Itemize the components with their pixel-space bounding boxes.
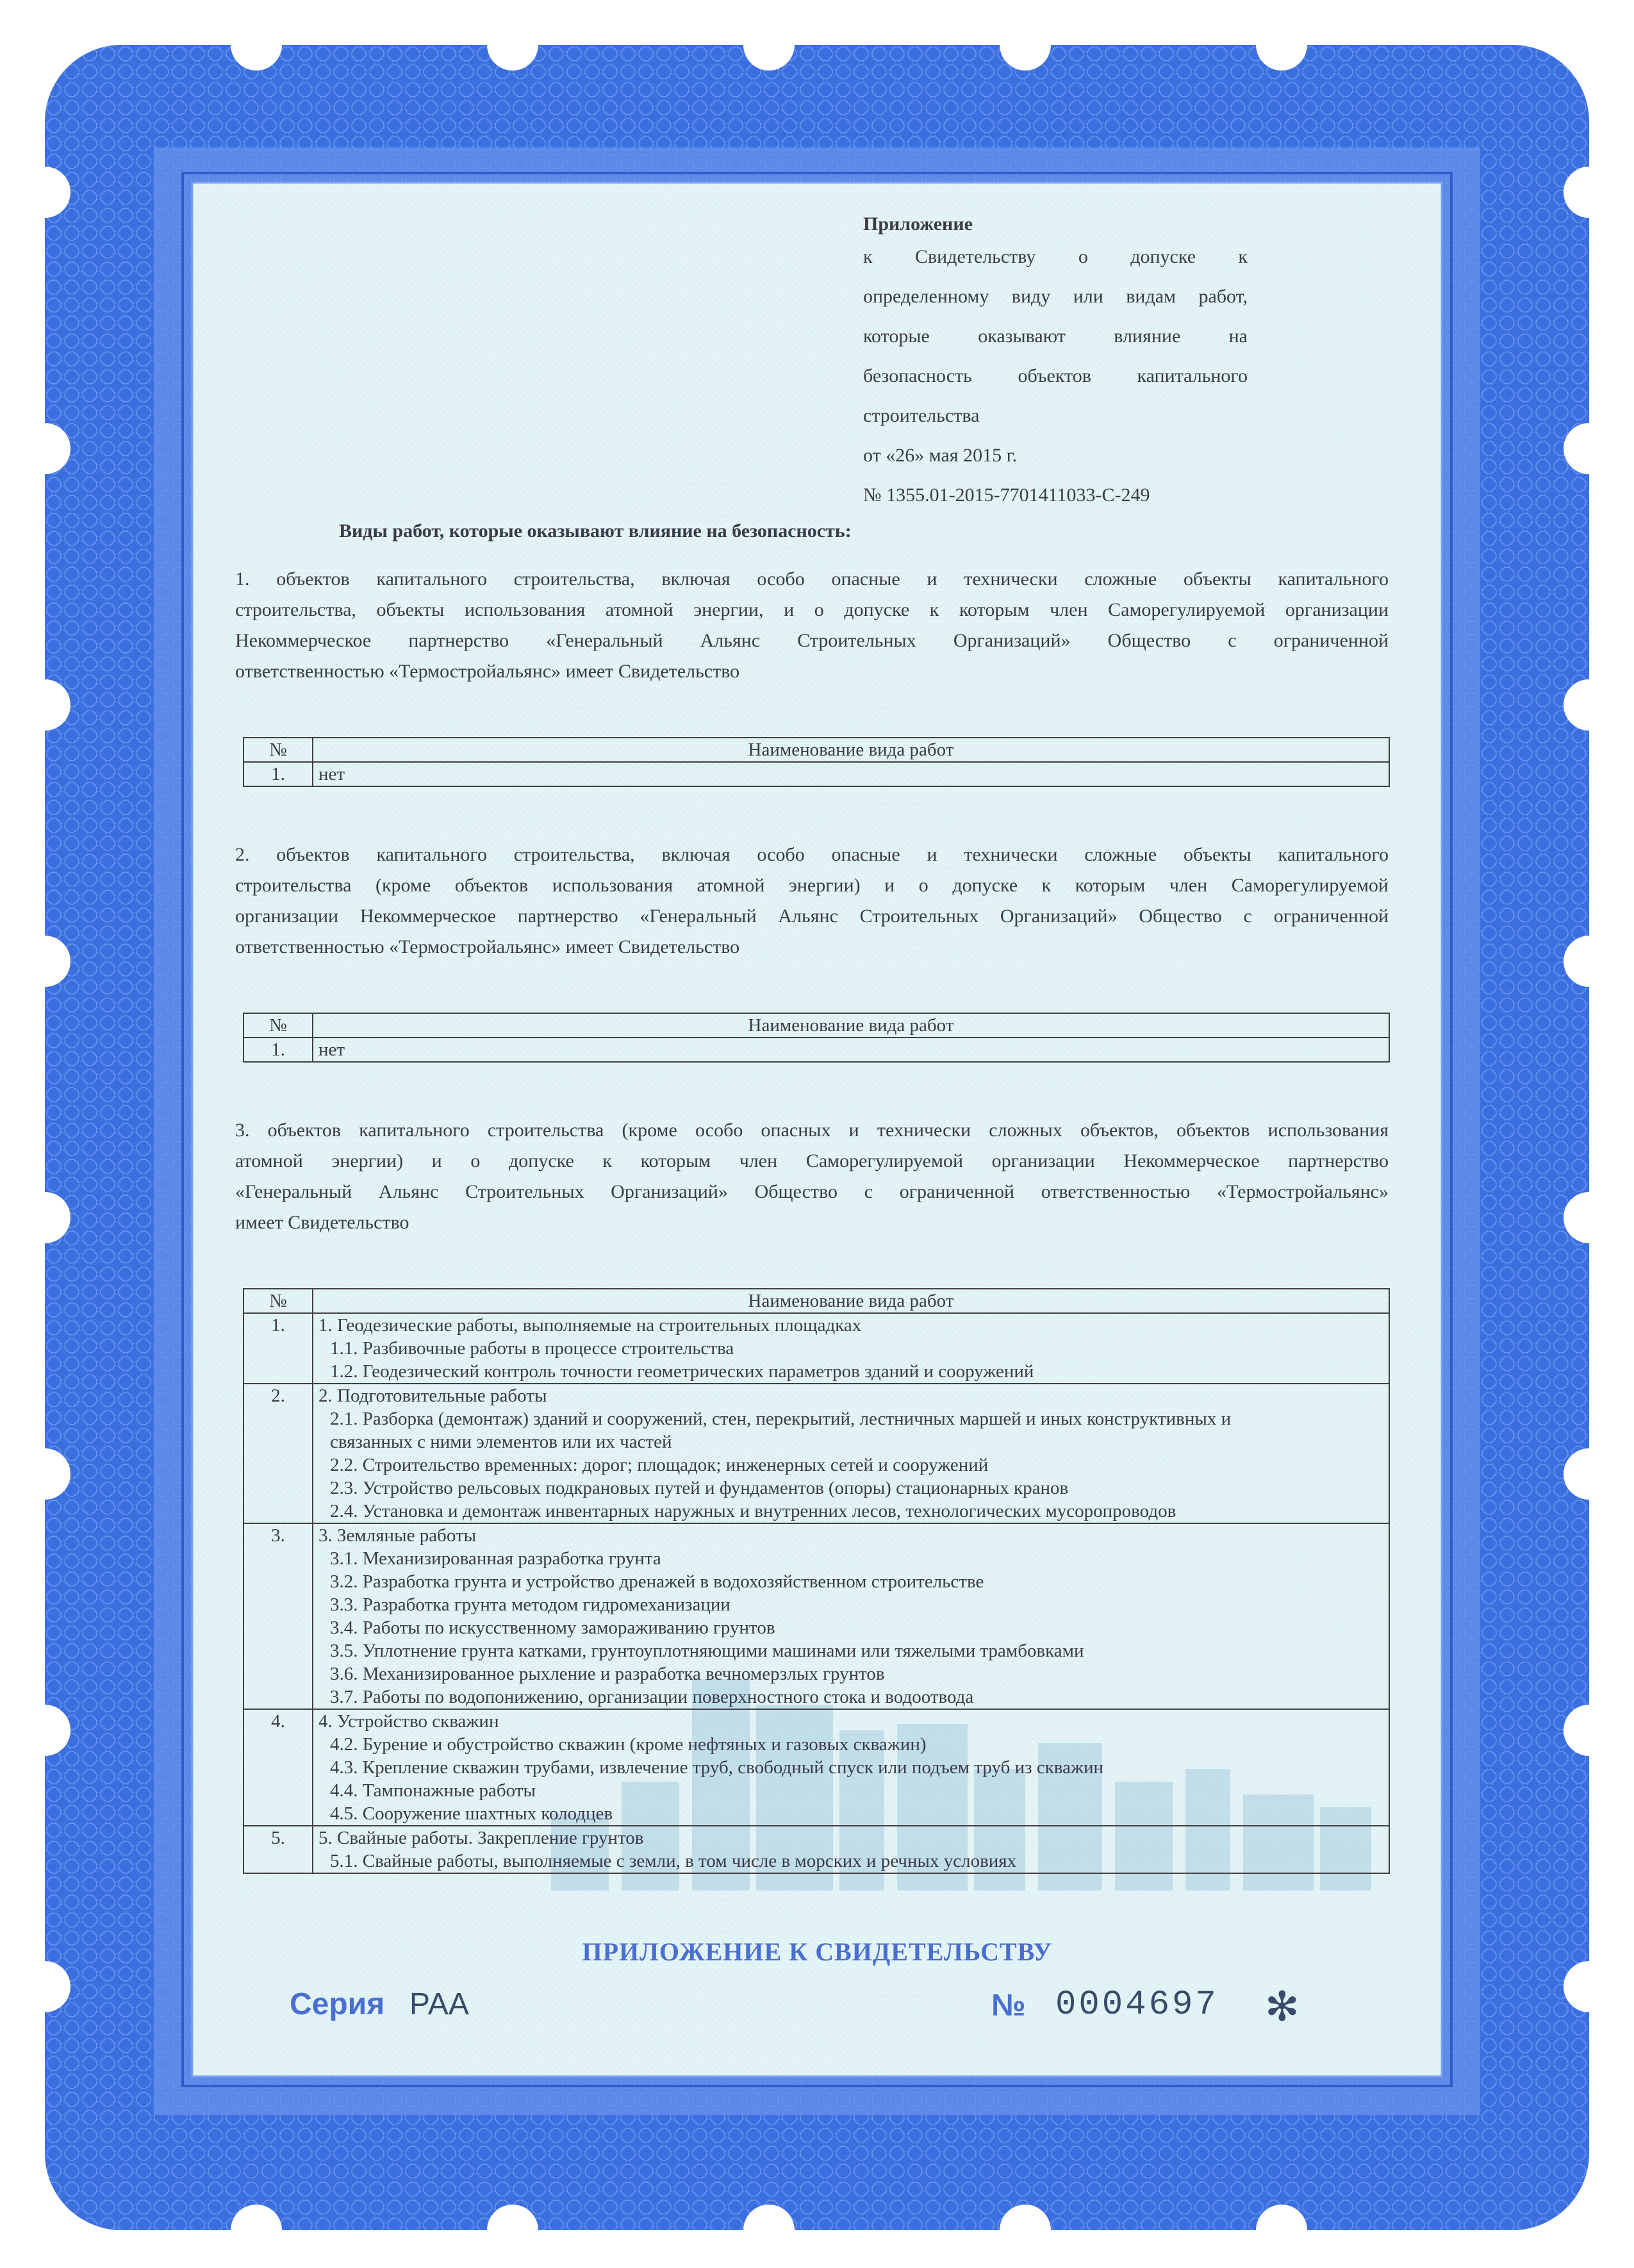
paragraph-line: строительства, объекты использования атомной энергии, и о допуске к которым член Саморегулируемой организации bbox=[235, 599, 1389, 620]
paragraph-line: атомной энергии) и о допуске к которым член Саморегулируемой организации Некоммерческое партнерство bbox=[235, 1150, 1389, 1171]
appendix-heading: Приложение bbox=[863, 213, 973, 235]
appendix-line: к Свидетельству о допуске к bbox=[863, 246, 1248, 267]
work-item: 3.6. Механизированное рыхление и разработка вечномерзлых грунтов bbox=[330, 1664, 885, 1684]
section-title: Виды работ, которые оказывают влияние на безопасность: bbox=[339, 520, 852, 542]
paragraph-line: ответственностью «Термостройальянс» имеет Свидетельство bbox=[235, 661, 740, 682]
series-label: Серия bbox=[290, 1987, 385, 2021]
row-num: 1. bbox=[243, 1313, 313, 1384]
row-items bbox=[313, 1826, 1389, 1873]
table-header-row bbox=[243, 1013, 1389, 1038]
appendix-line: безопасность объектов капитального bbox=[863, 365, 1248, 386]
work-item: 2.2. Строительство временных: дорог; площадок; инженерных сетей и сооружений bbox=[330, 1455, 989, 1475]
paragraph-line: строительства (кроме объектов использования атомной энергии) и о допуске к которым член Саморегулируемой bbox=[235, 875, 1389, 896]
header-name: Наименование вида работ bbox=[313, 1013, 1389, 1038]
row-value: нет bbox=[313, 1038, 1389, 1062]
paragraph-line: Некоммерческое партнерство «Генеральный Альянс Строительных Организаций» Общество с ограниченной bbox=[235, 630, 1389, 651]
work-item: 1.2. Геодезический контроль точности геометрических параметров зданий и сооружений bbox=[330, 1361, 1034, 1382]
paragraph-line: имеет Свидетельство bbox=[235, 1212, 409, 1233]
table-row bbox=[243, 1038, 1389, 1062]
row-items bbox=[313, 1384, 1389, 1523]
form-number: 0004697 bbox=[1055, 1985, 1219, 2024]
row-items bbox=[313, 1523, 1389, 1709]
works-table-2 bbox=[243, 1013, 1390, 1063]
table-row bbox=[243, 1384, 1389, 1523]
work-item: 3.3. Разработка грунта методом гидромеханизации bbox=[330, 1594, 730, 1615]
work-item: 3.1. Механизированная разработка грунта bbox=[330, 1548, 661, 1569]
header-name: Наименование вида работ bbox=[313, 1289, 1389, 1313]
header-num: № bbox=[243, 1013, 313, 1038]
work-item: 3.2. Разработка грунта и устройство дренажей в водохозяйственном строительстве bbox=[330, 1571, 984, 1592]
table-row bbox=[243, 1523, 1389, 1709]
appendix-line: которые оказывают влияние на bbox=[863, 326, 1248, 347]
work-item: 2.3. Устройство рельсовых подкрановых путей и фундаментов (опоры) стационарных кранов bbox=[330, 1478, 1069, 1498]
work-item: 4. Устройство скважин bbox=[318, 1711, 499, 1732]
work-item: связанных с ними элементов или их частей bbox=[330, 1432, 672, 1452]
work-item: 4.3. Крепление скважин трубами, извлечение труб, свободный спуск или подъем труб из скважин bbox=[330, 1757, 1104, 1778]
work-item: 4.2. Бурение и обустройство скважин (кроме нефтяных и газовых скважин) bbox=[330, 1734, 927, 1755]
work-item: 2. Подготовительные работы bbox=[318, 1386, 547, 1406]
table-row bbox=[243, 1313, 1389, 1384]
work-item: 3. Земляные работы bbox=[318, 1525, 477, 1546]
table-header-row bbox=[243, 738, 1389, 762]
work-item: 1. Геодезические работы, выполняемые на строительных площадках bbox=[318, 1315, 862, 1336]
row-value: нет bbox=[313, 762, 1389, 786]
work-item: 2.1. Разборка (демонтаж) зданий и сооружений, стен, перекрытий, лестничных маршей и иных конструктивных и bbox=[330, 1409, 1232, 1429]
star-mark-icon: ✻ bbox=[1265, 1983, 1300, 2031]
row-items bbox=[313, 1313, 1389, 1384]
paragraph-line: ответственностью «Термостройальянс» имеет Свидетельство bbox=[235, 936, 740, 957]
table-row bbox=[243, 1826, 1389, 1873]
work-item: 1.1. Разбивочные работы в процессе строительства bbox=[330, 1338, 734, 1359]
row-num: 2. bbox=[243, 1384, 313, 1523]
table-row bbox=[243, 762, 1389, 786]
works-table-3 bbox=[243, 1288, 1390, 1874]
work-item: 4.5. Сооружение шахтных колодцев bbox=[330, 1803, 613, 1824]
header-num: № bbox=[243, 1289, 313, 1313]
number-label: № bbox=[991, 1989, 1026, 2023]
paragraph-2 bbox=[235, 840, 1389, 963]
table-row bbox=[243, 1709, 1389, 1826]
appendix-line: строительства bbox=[863, 405, 980, 426]
appendix-date: от «26» мая 2015 г. bbox=[863, 445, 1018, 466]
row-num: 1. bbox=[243, 762, 313, 786]
paragraph-line: 3. объектов капитального строительства (кроме особо опасных и технически сложных объектов, объектов использования bbox=[235, 1120, 1389, 1141]
paragraph-line: 2. объектов капитального строительства, включая особо опасные и технически сложные объекты капитального bbox=[235, 844, 1389, 865]
work-item: 4.4. Тампонажные работы bbox=[330, 1780, 536, 1801]
row-items bbox=[313, 1709, 1389, 1826]
header-num: № bbox=[243, 738, 313, 762]
paragraph-line: 1. объектов капитального строительства, включая особо опасные и технически сложные объекты капитального bbox=[235, 568, 1389, 590]
appendix-line: определенному виду или видам работ, bbox=[863, 286, 1248, 307]
work-item: 5. Свайные работы. Закрепление грунтов bbox=[318, 1828, 644, 1848]
paragraph-1 bbox=[235, 564, 1389, 687]
row-num: 3. bbox=[243, 1523, 313, 1709]
row-num: 4. bbox=[243, 1709, 313, 1826]
paragraph-line: организации Некоммерческое партнерство «Генеральный Альянс Строительных Организаций» Общество с ограниченной bbox=[235, 906, 1389, 927]
series-value: РАА bbox=[409, 1987, 469, 2021]
header-name: Наименование вида работ bbox=[313, 738, 1389, 762]
work-item: 5.1. Свайные работы, выполняемые с земли, в том числе в морских и речных условиях bbox=[330, 1851, 1017, 1871]
row-num: 1. bbox=[243, 1038, 313, 1062]
paragraph-line: «Генеральный Альянс Строительных Организаций» Общество с ограниченной ответственностью «Термостройальянс» bbox=[235, 1181, 1389, 1202]
certificate-content bbox=[197, 186, 1438, 2071]
work-item: 2.4. Установка и демонтаж инвентарных наружных и внутренних лесов, технологических мусоропроводов bbox=[330, 1501, 1176, 1521]
work-item: 3.7. Работы по водопонижению, организации поверхностного стока и водоотвода bbox=[330, 1687, 974, 1707]
appendix-footer-title: ПРИЛОЖЕНИЕ К СВИДЕТЕЛЬСТВУ bbox=[582, 1937, 1053, 1966]
works-table-1 bbox=[243, 737, 1390, 787]
paragraph-3 bbox=[235, 1115, 1389, 1238]
table-header-row bbox=[243, 1289, 1389, 1313]
row-num: 5. bbox=[243, 1826, 313, 1873]
work-item: 3.5. Уплотнение грунта катками, грунтоуплотняющими машинами или тяжелыми трамбовками bbox=[330, 1641, 1084, 1661]
work-item: 3.4. Работы по искусственному замораживанию грунтов bbox=[330, 1618, 775, 1638]
appendix-block bbox=[863, 211, 1248, 515]
appendix-cert-number: № 1355.01-2015-7701411033-С-249 bbox=[863, 484, 1150, 506]
